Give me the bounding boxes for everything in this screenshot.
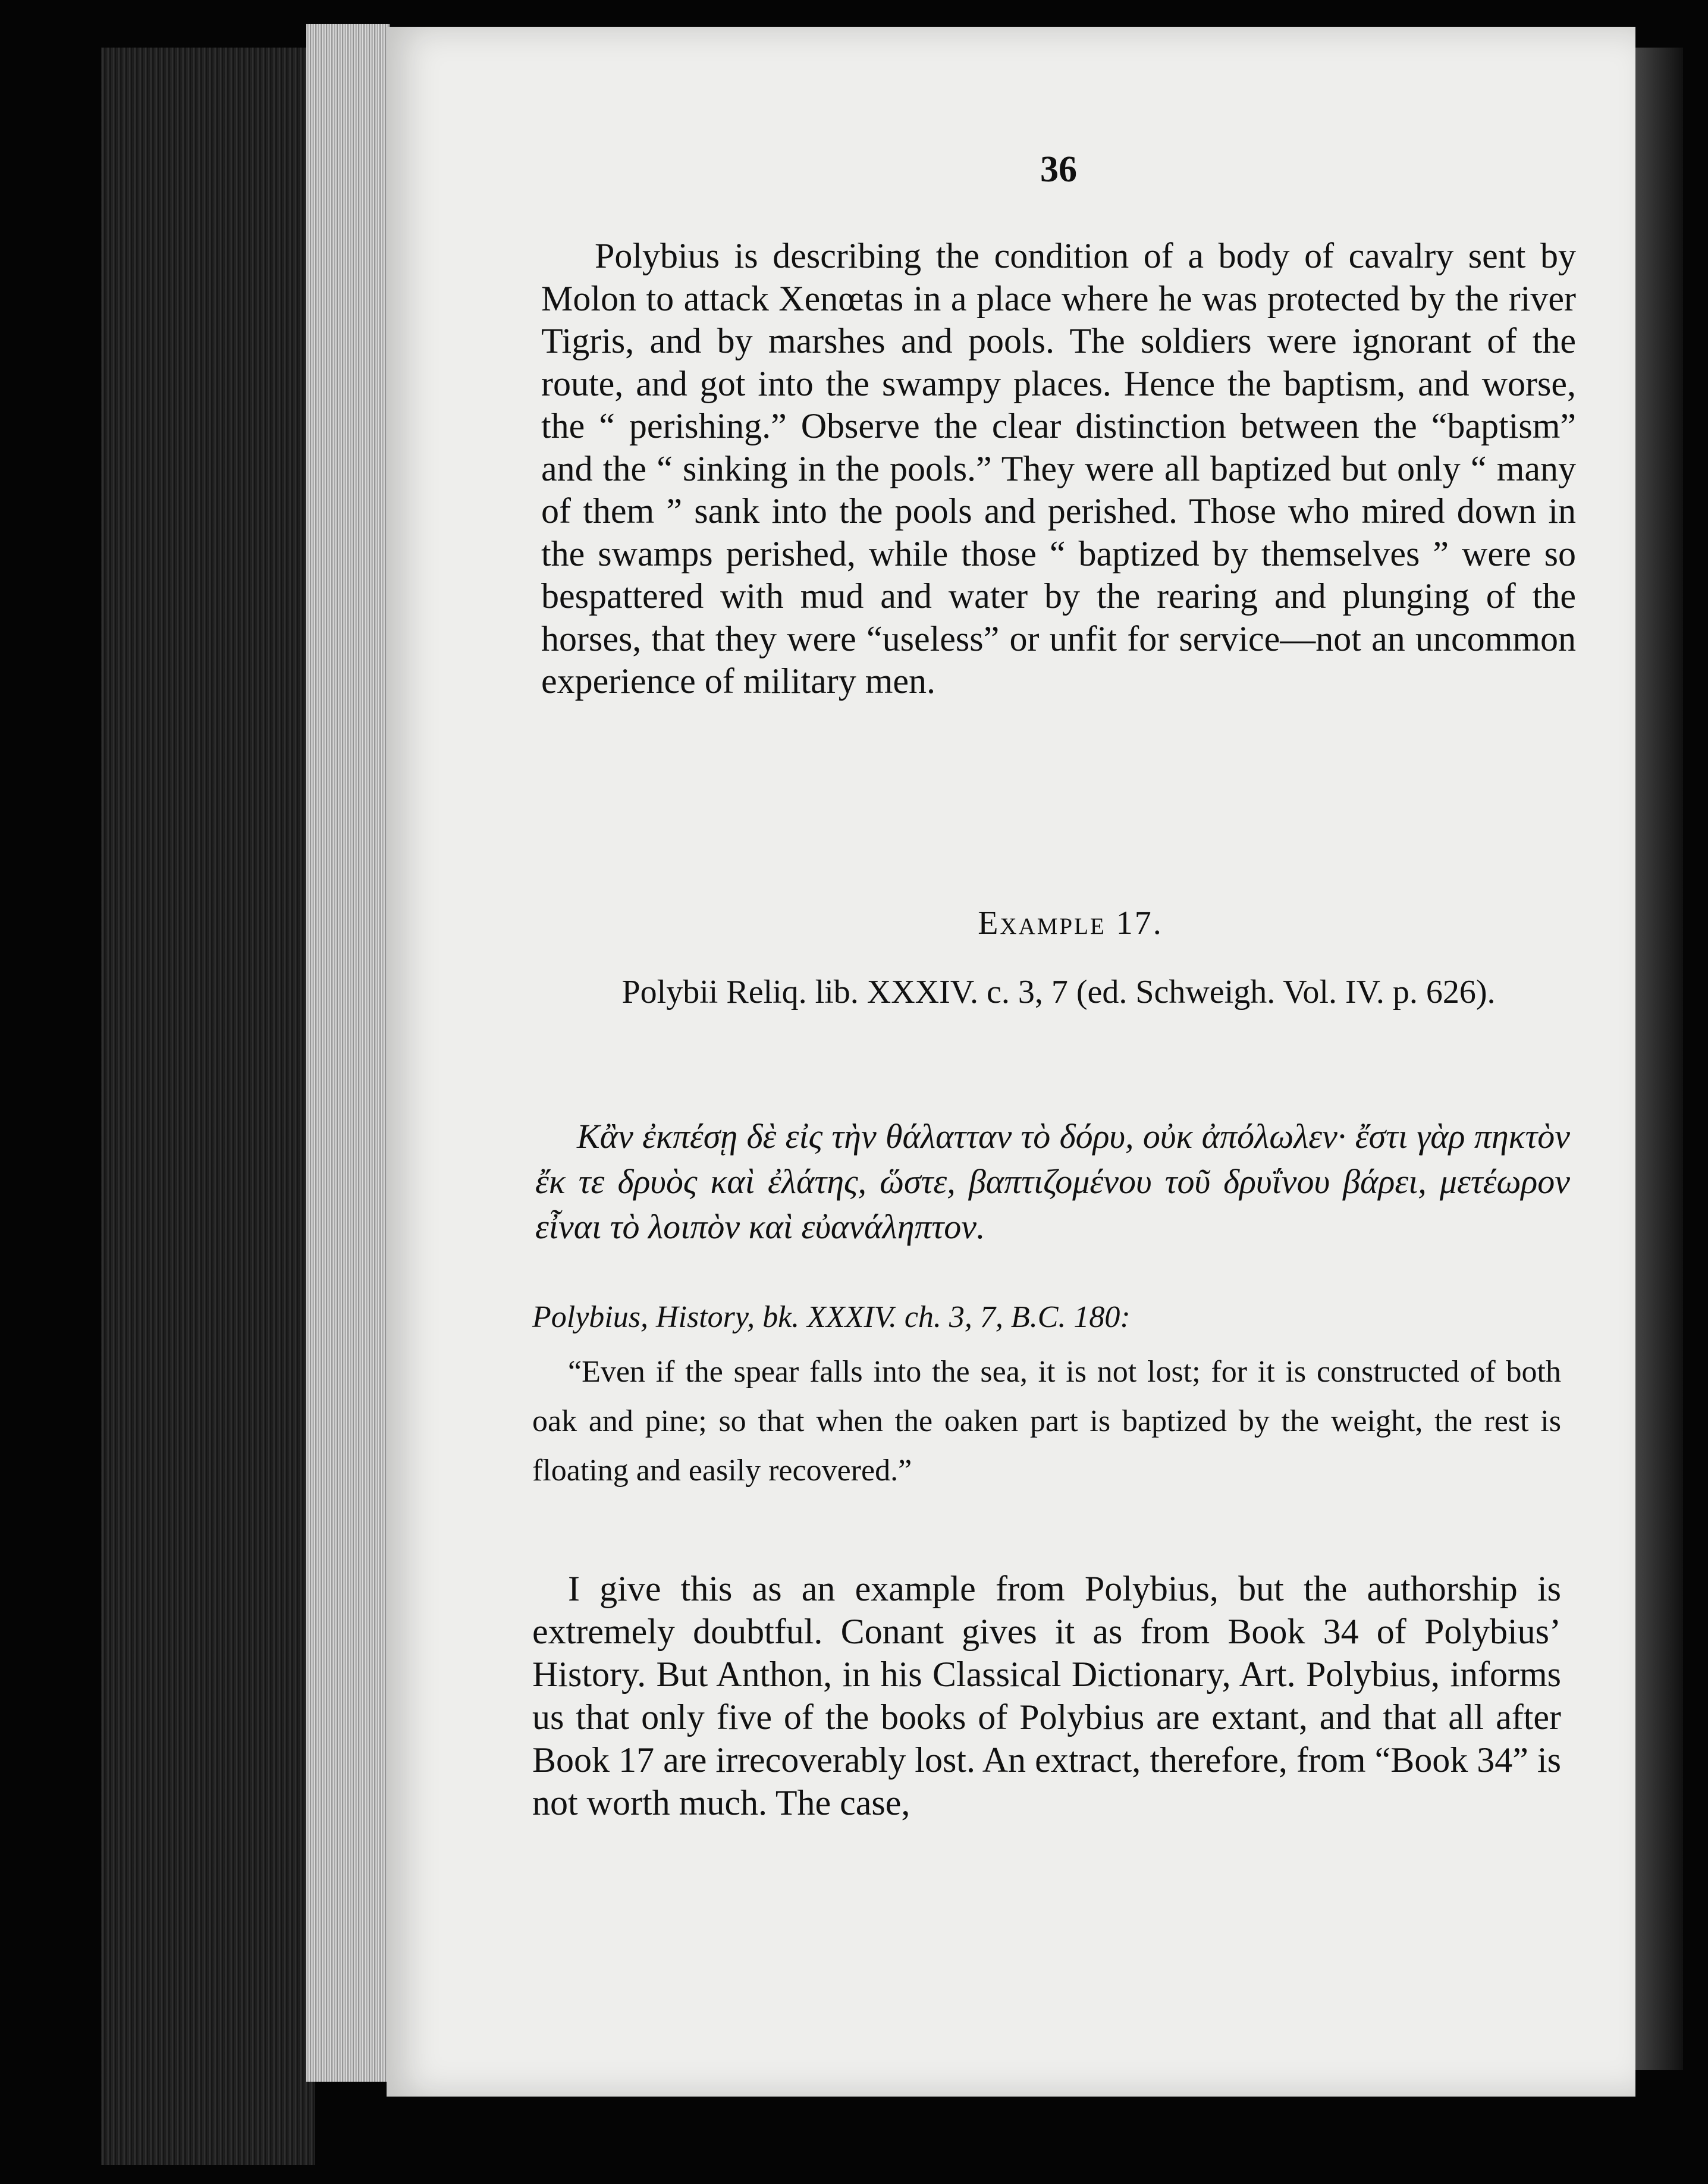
- source-citation: Polybii Reliq. lib. XXXIV. c. 3, 7 (ed. Schweigh. Vol. IV. p. 626).: [621, 974, 1496, 1011]
- translation-title: Polybius, History, bk. XXXIV. ch. 3, 7, B.C. 180:: [532, 1300, 1131, 1334]
- english-translation: “Even if the spear falls into the sea, it is not lost; for it is constructed of both oak and pine; so that when the oaken part is baptized by the weight, the rest is floating and easily recovered.”: [532, 1355, 1561, 1488]
- page-shadow: [1635, 48, 1683, 2070]
- paragraph-authorship: I give this as an example from Polybius, but the authorship is extremely doubtful. Conant gives it as from Book 34 of Polybius’ History. But Anthon, in his Classical Dictionary, Art. Polybius, informs us that only five of the books of Polybius are extant, and that all after Book 17 are irrecoverably lost. An extract, therefore, from “Book 34” is not worth much. The case,: [532, 1569, 1561, 1822]
- greek-quotation: Κἂν ἐκπέσῃ δὲ εἰς τὴν θάλατταν τὸ δόρυ, οὐκ ἀπόλωλεν· ἔστι γὰρ πηκτὸν ἔκ τε δρυὸς καὶ ἐλάτης, ὥστε, βαπτιζομένου τοῦ δρυΐνου βάρει, μετέωρον εἶναι τὸ λοιπὸν καὶ εὐανάληπτον.: [535, 1117, 1570, 1246]
- page-number: 36: [1040, 149, 1077, 190]
- paragraph-cavalry-description: Polybius is describing the condition of a body of cavalry sent by Molon to attack Xenœtas in a place where he was protected by the river Tigris, and by marshes and pools. The soldiers were ignorant of the route, and got into the swampy places. Hence the baptism, and worse, the “ perishing.” Observe the clear distinction between the “baptism” and the “ sinking in the pools.” They were all baptized but only “ many of them ” sank into the pools and perished. Those who mired down in the swamps perished, while those “ baptized by themselves ” were so bespattered with mud and water by the rearing and plunging of the horses, that they were “useless” or unfit for service—not an uncommon experience of military men.: [541, 236, 1576, 701]
- page-edges: [306, 24, 390, 2082]
- book-spine: [101, 48, 315, 2165]
- example-heading: Example 17.: [978, 905, 1163, 942]
